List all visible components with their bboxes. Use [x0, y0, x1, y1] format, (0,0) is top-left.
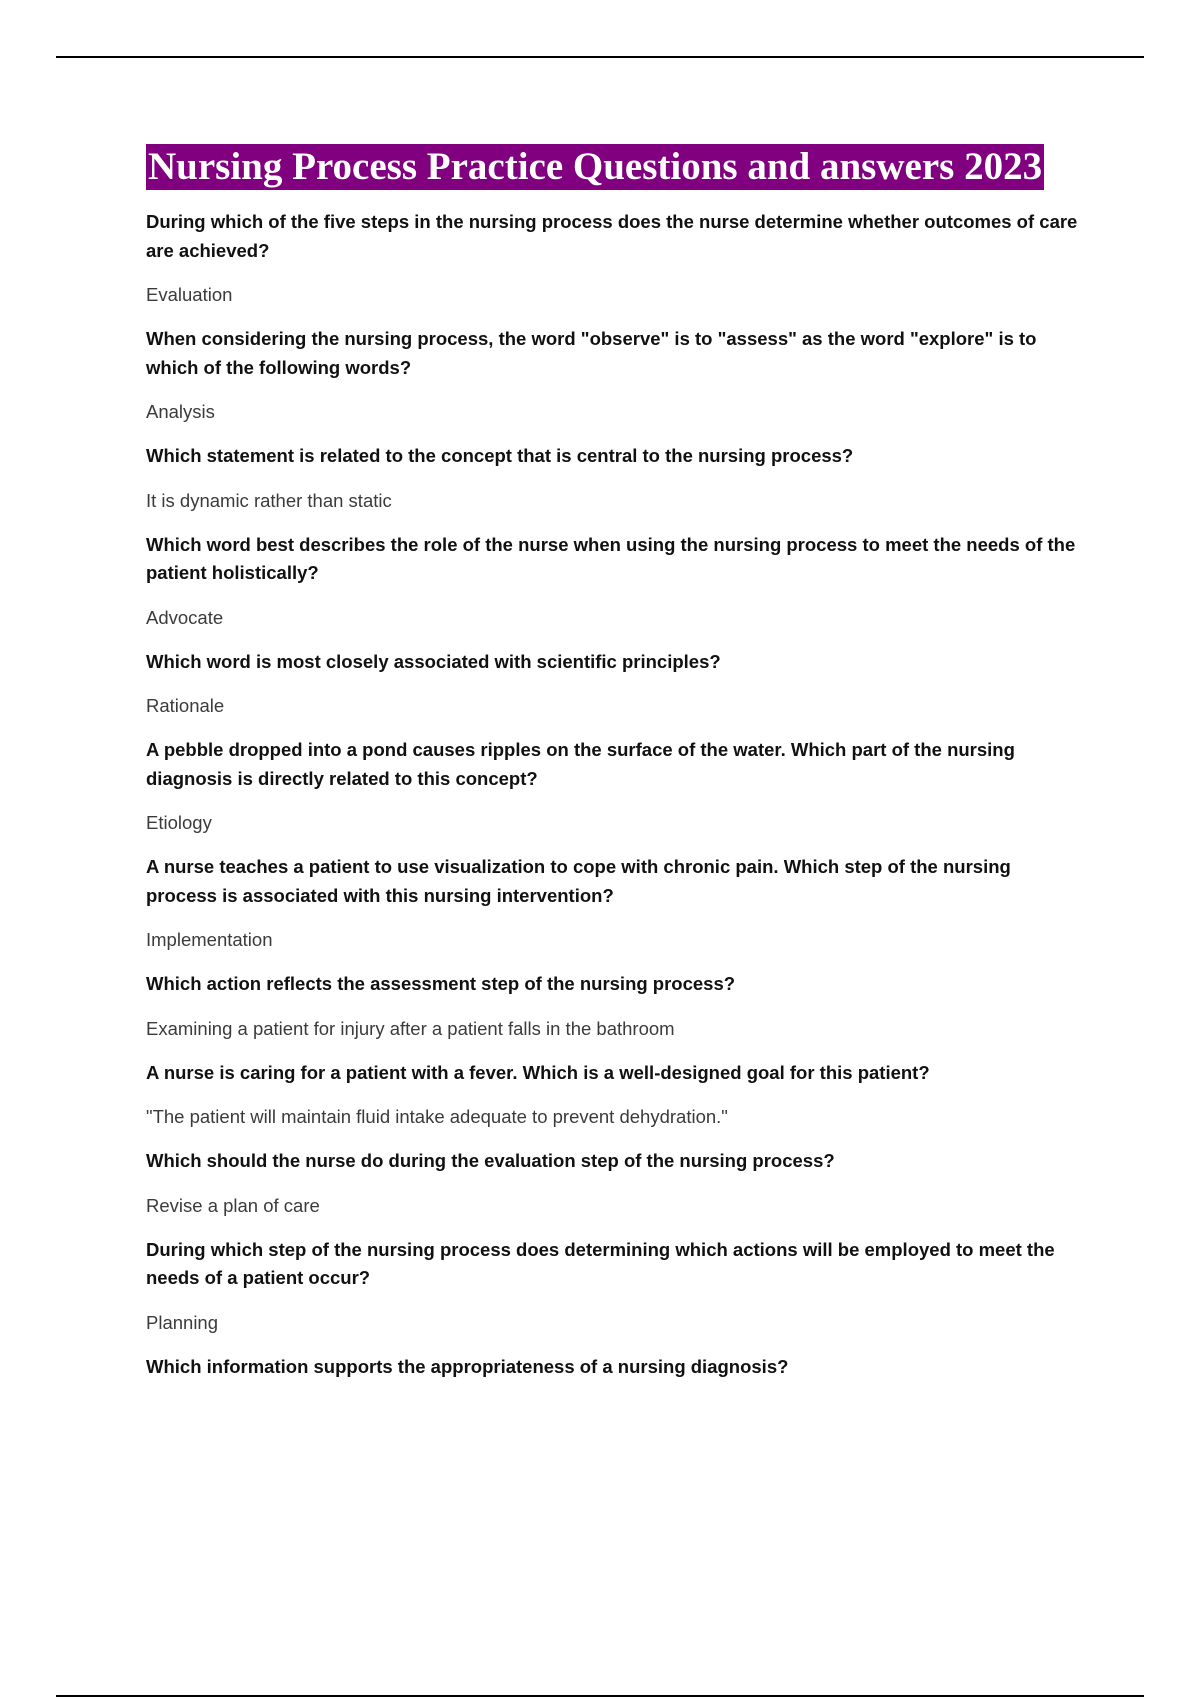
qa-list [146, 208, 1086, 1381]
qa-item [146, 1353, 1086, 1382]
answer-text: Revise a plan of care [146, 1194, 320, 1216]
question-text: Which word best describes the role of the nurse when using the nursing process to meet the needs of the patient holistically? [146, 533, 1076, 583]
answer-text: It is dynamic rather than static [146, 489, 392, 511]
page-title: Nursing Process Practice Questions and answers 2023 [148, 145, 1043, 188]
qa-item [146, 648, 1086, 721]
document-body [146, 144, 1086, 1397]
qa-item [146, 736, 1086, 837]
answer-text: Advocate [146, 606, 224, 628]
question-text: During which of the five steps in the nursing process does the nurse determine whether outcomes of care are achieved? [146, 211, 1078, 261]
answer-text: Analysis [146, 401, 215, 422]
answer-text: Rationale [146, 695, 225, 716]
question-text: Which action reflects the assessment step of the nursing process? [146, 973, 736, 994]
question-text: A nurse teaches a patient to use visualization to cope with chronic pain. Which step of the nursing process is associated with this nursing intervention? [146, 856, 1011, 906]
answer-text: Evaluation [146, 284, 233, 305]
question-text: A pebble dropped into a pond causes ripples on the surface of the water. Which part of the nursing diagnosis is directly related to this concept? [146, 739, 1015, 789]
qa-item [146, 325, 1086, 426]
question-text: Which should the nurse do during the evaluation step of the nursing process? [146, 1150, 835, 1171]
answer-text: Etiology [146, 812, 212, 833]
qa-item [146, 853, 1086, 954]
question-text: A nurse is caring for a patient with a fever. Which is a well-designed goal for this patient? [146, 1061, 930, 1083]
qa-item [146, 208, 1086, 309]
answer-text: Planning [146, 1311, 219, 1333]
answer-text: Implementation [146, 929, 273, 950]
qa-item [146, 1147, 1086, 1220]
question-text: During which step of the nursing process does determining which actions will be employed to meet the needs of a patient occur? [146, 1238, 1055, 1288]
answer-text: Examining a patient for injury after a patient falls in the bathroom [146, 1017, 675, 1039]
qa-item [146, 1059, 1086, 1132]
question-text: Which statement is related to the concept that is central to the nursing process? [146, 445, 854, 466]
header-rule [56, 56, 1144, 58]
qa-item [146, 1236, 1086, 1337]
qa-item [146, 970, 1086, 1043]
qa-item [146, 531, 1086, 632]
question-text: When considering the nursing process, the word "observe" is to "assess" as the word "explore" is to which of the following words? [146, 328, 1037, 378]
question-text: Which word is most closely associated with scientific principles? [146, 650, 721, 672]
question-text: Which information supports the appropriateness of a nursing diagnosis? [146, 1355, 789, 1377]
qa-item [146, 442, 1086, 515]
footer-rule [56, 1695, 1144, 1697]
answer-text: "The patient will maintain fluid intake adequate to prevent dehydration." [146, 1106, 728, 1127]
